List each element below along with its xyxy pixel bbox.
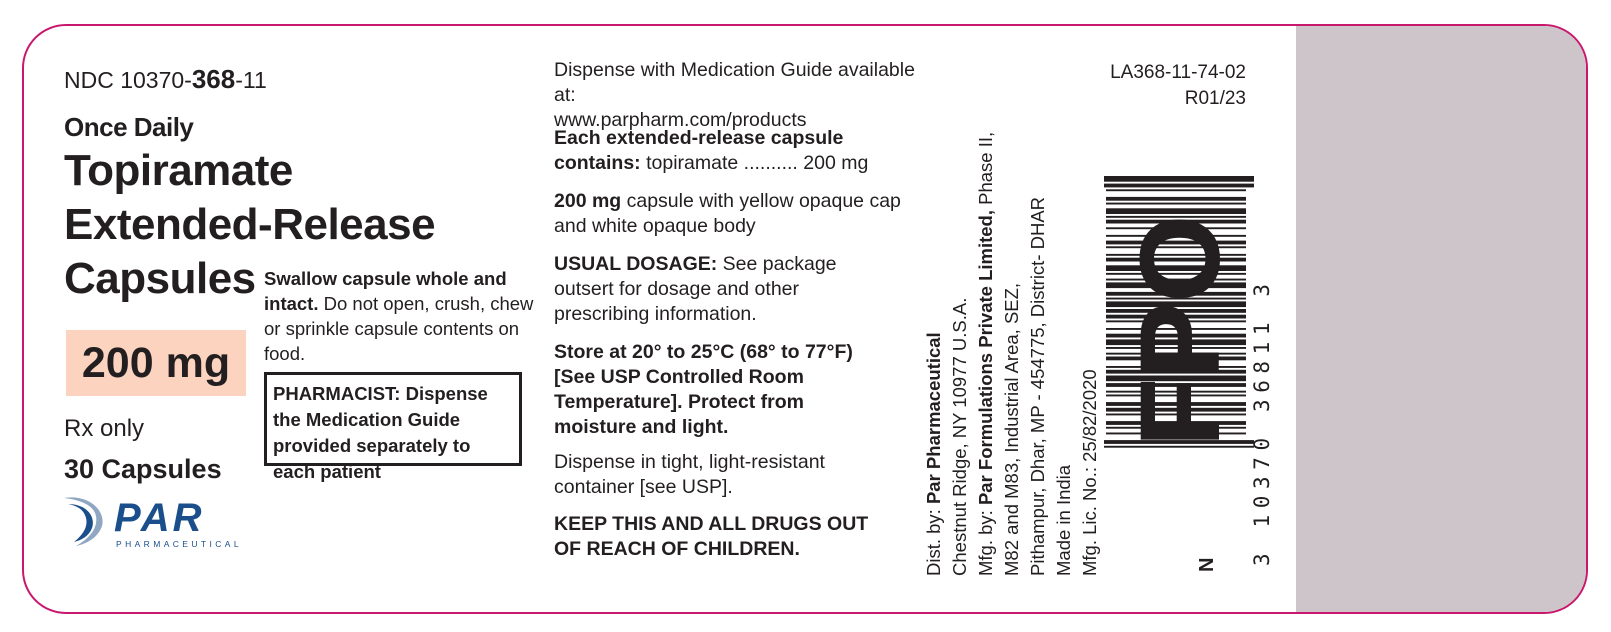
swallow-instructions: Swallow capsule whole and intact. Do not open, crush, chew or sprinkle capsule contents on food. xyxy=(264,268,534,364)
par-logo xyxy=(62,492,272,552)
keep-away-warning: KEEP THIS AND ALL DRUGS OUT OF REACH OF CHILDREN. xyxy=(554,513,869,560)
barcode-bar xyxy=(1104,176,1254,182)
pharmacist-notice: PHARMACIST: Dispense the Medication Guide provided separately to each patient xyxy=(264,372,522,466)
drug-label xyxy=(22,24,1588,614)
manufacturer-line: Mfg. by: Par Formulations Private Limited, Phase II, xyxy=(975,131,996,576)
lot-code: LA368-11-74-02 R01/23 xyxy=(1110,62,1246,109)
license-number: Mfg. Lic. No.: 25/82/2020 xyxy=(1079,369,1100,576)
logo-subtitle: PHARMACEUTICAL xyxy=(116,539,243,549)
manufacturer-info xyxy=(921,106,1100,576)
grey-strip xyxy=(1296,26,1586,612)
rx-only: Rx only xyxy=(64,415,145,442)
usual-dosage: USUAL DOSAGE: See package outsert for dosage and other prescribing information. xyxy=(554,253,837,325)
manufacturer-address-3: Pithampur, Dhar, MP - 454775, District- DHAR xyxy=(1027,196,1048,576)
barcode-prefix: N xyxy=(1196,557,1218,572)
drug-name: Topiramate Extended-Release Capsules xyxy=(64,146,436,303)
logo-wordmark: PAR xyxy=(114,496,205,540)
quantity: 30 Capsules xyxy=(64,454,222,484)
capsule-description: 200 mg capsule with yellow opaque cap and white opaque body xyxy=(554,190,901,237)
ndc-code: NDC 10370-368-11 xyxy=(64,64,267,94)
barcode-bar xyxy=(1106,203,1246,205)
barcode-bar xyxy=(1106,197,1246,201)
manufacturer-address-2: M82 and M83, Industrial Area, SEZ, xyxy=(1001,282,1022,576)
frequency: Once Daily xyxy=(64,112,194,142)
barcode-bar xyxy=(1106,189,1246,191)
distributor-line: Dist. by: Par Pharmaceutical xyxy=(923,332,944,576)
strength-badge: 200 mg xyxy=(66,330,246,396)
barcode-bar xyxy=(1104,184,1254,188)
med-guide-note: Dispense with Medication Guide available at: www.parpharm.com/products xyxy=(554,59,915,131)
distributor-address: Chestnut Ridge, NY 10977 U.S.A. xyxy=(949,297,970,576)
barcode-digits: 3 10370 36811 3 xyxy=(1250,277,1274,566)
composition: Each extended-release capsule contains: topiramate .......... 200 mg xyxy=(554,127,869,174)
swoosh-icon xyxy=(62,492,112,548)
country-of-origin: Made in India xyxy=(1053,464,1074,576)
dispense-container: Dispense in tight, light-resistant container [see USP]. xyxy=(554,451,825,498)
storage-instructions: Store at 20° to 25°C (68° to 77°F) [See USP Controlled Room Temperature]. Protect from moisture and light. xyxy=(554,341,853,438)
fpo-placeholder: FPO xyxy=(1119,213,1242,446)
barcode-bar xyxy=(1104,446,1254,448)
